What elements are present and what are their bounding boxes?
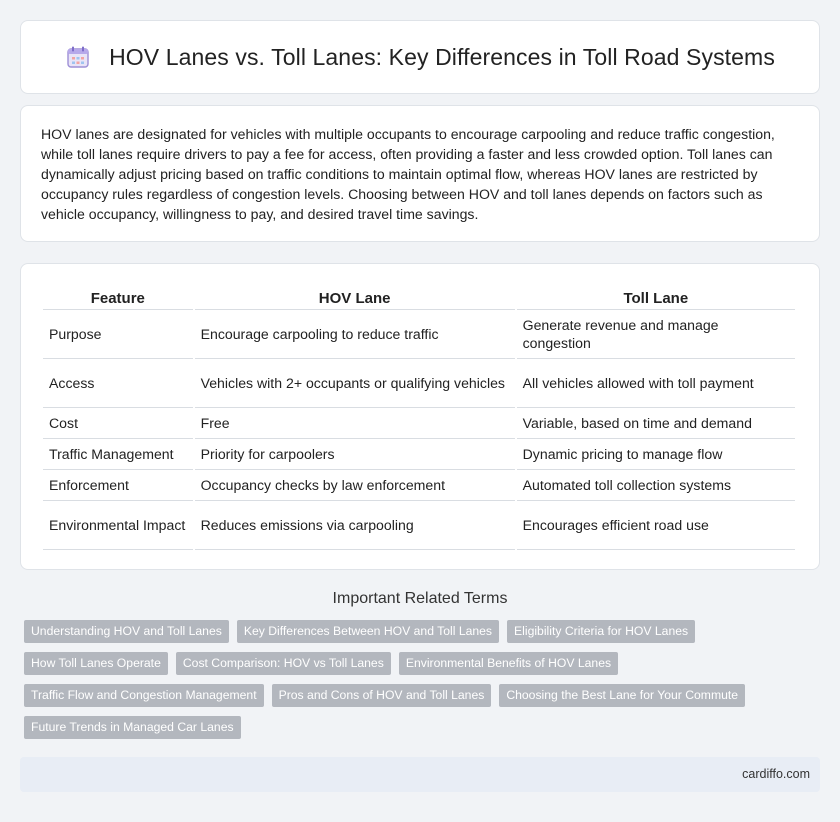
toll-cell: Generate revenue and manage congestion <box>517 310 795 359</box>
intro-card <box>20 105 820 242</box>
related-terms-section <box>20 590 820 739</box>
related-term-tag[interactable]: Environmental Benefits of HOV Lanes <box>399 652 618 675</box>
hov-cell: Free <box>195 408 515 439</box>
comparison-table-card <box>20 263 820 570</box>
related-terms-heading: Important Related Terms <box>332 590 508 607</box>
related-term-tag[interactable]: Choosing the Best Lane for Your Commute <box>499 684 745 707</box>
related-terms-list <box>20 620 820 739</box>
table-row <box>43 310 795 359</box>
calendar-icon <box>65 45 91 69</box>
feature-cell: Cost <box>43 408 193 439</box>
title-card <box>20 20 820 94</box>
related-term-tag[interactable]: Understanding HOV and Toll Lanes <box>24 620 229 643</box>
hov-cell: Priority for carpoolers <box>195 439 515 470</box>
footer-site-link[interactable]: cardiffo.com <box>742 767 810 781</box>
hov-cell: Vehicles with 2+ occupants or qualifying vehicles <box>195 359 515 408</box>
footer <box>20 757 820 792</box>
page-title: HOV Lanes vs. Toll Lanes: Key Differences in Toll Road Systems <box>109 43 775 70</box>
table-row <box>43 408 795 439</box>
related-term-tag[interactable]: Cost Comparison: HOV vs Toll Lanes <box>176 652 391 675</box>
toll-cell: Encourages efficient road use <box>517 501 795 550</box>
feature-cell: Enforcement <box>43 470 193 501</box>
hov-cell: Occupancy checks by law enforcement <box>195 470 515 501</box>
toll-cell: All vehicles allowed with toll payment <box>517 359 795 408</box>
toll-cell: Dynamic pricing to manage flow <box>517 439 795 470</box>
header-feature: Feature <box>43 286 193 310</box>
header-hov-lane: HOV Lane <box>195 286 515 310</box>
header-toll-lane: Toll Lane <box>517 286 795 310</box>
comparison-table <box>41 286 797 550</box>
table-row <box>43 359 795 408</box>
feature-cell: Environmental Impact <box>43 501 193 550</box>
related-term-tag[interactable]: Future Trends in Managed Car Lanes <box>24 716 241 739</box>
table-row <box>43 470 795 501</box>
table-header-row <box>43 286 795 310</box>
hov-cell: Reduces emissions via carpooling <box>195 501 515 550</box>
intro-paragraph: HOV lanes are designated for vehicles with multiple occupants to encourage carpooling and reduce traffic congestion, while toll lanes require drivers to pay a fee for access, often providing a faster and less crowded option. Toll lanes can dynamically adjust pricing based on traffic conditions to maintain optimal flow, whereas HOV lanes are restricted by occupancy rules regardless of congestion levels. Choosing between HOV and toll lanes depends on factors such as vehicle occupancy, willingness to pay, and desired travel time savings. <box>41 126 775 222</box>
related-term-tag[interactable]: Pros and Cons of HOV and Toll Lanes <box>272 684 492 707</box>
related-term-tag[interactable]: How Toll Lanes Operate <box>24 652 168 675</box>
related-term-tag[interactable]: Key Differences Between HOV and Toll Lanes <box>237 620 499 643</box>
feature-cell: Access <box>43 359 193 408</box>
table-row <box>43 439 795 470</box>
related-term-tag[interactable]: Eligibility Criteria for HOV Lanes <box>507 620 695 643</box>
related-term-tag[interactable]: Traffic Flow and Congestion Management <box>24 684 264 707</box>
feature-cell: Traffic Management <box>43 439 193 470</box>
toll-cell: Variable, based on time and demand <box>517 408 795 439</box>
toll-cell: Automated toll collection systems <box>517 470 795 501</box>
table-row <box>43 501 795 550</box>
hov-cell: Encourage carpooling to reduce traffic <box>195 310 515 359</box>
feature-cell: Purpose <box>43 310 193 359</box>
